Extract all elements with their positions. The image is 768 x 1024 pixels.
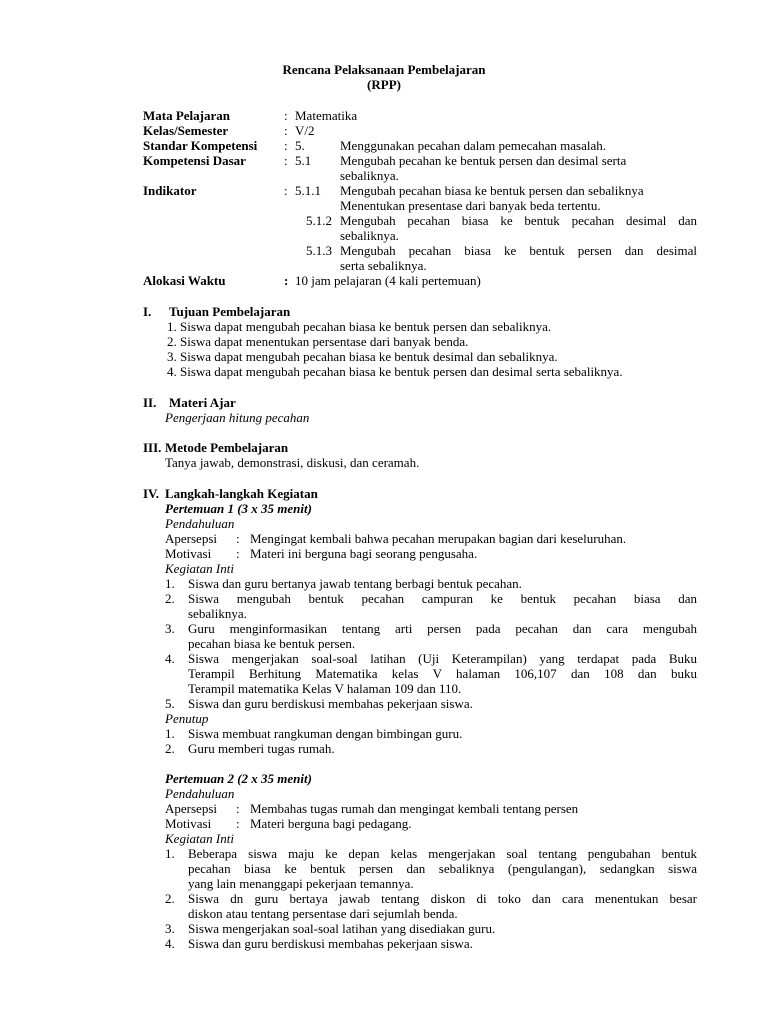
alokasi-label: Alokasi Waktu [143,273,226,288]
sk-text: Menggunakan pecahan dalam pemecahan masalah. [340,138,607,153]
list-item: pecahan biasa ke bentuk persen dan sebaliknya (pengulangan), sedangkan siswa [188,861,697,876]
colon: : [236,546,240,561]
section-number: III. [143,440,162,455]
colon: : [284,123,288,138]
list-item: 2. Siswa dapat menentukan persentase dari banyak benda. [167,334,469,349]
subheading: Kegiatan Inti [165,561,234,576]
doc-title: Rencana Pelaksanaan Pembelajaran [282,62,486,77]
list-item: Siswa membuat rangkuman dengan bimbingan guru. [188,726,463,741]
list-item: 4. Siswa dapat mengubah pecahan biasa ke bentuk persen dan desimal serta sebaliknya. [167,364,623,379]
colon: : [284,153,288,168]
kelas-value: V/2 [295,123,315,138]
list-item: yang lain menanggapi pekerjaan temannya. [188,876,414,891]
indikator-text: Mengubah pecahan biasa ke bentuk persen dan sebaliknya [340,183,644,198]
list-number: 4. [165,936,175,951]
colon: : [284,108,288,123]
kd-text: sebaliknya. [340,168,399,183]
indikator-num: 5.1.1 [295,183,321,198]
list-item: Siswa mengerjakan soal-soal latihan yang disediakan guru. [188,921,496,936]
subheading: Pendahuluan [165,786,235,801]
list-number: 1. [165,726,175,741]
list-item: Siswa dan guru berdiskusi membahas pekerjaan siswa. [188,696,473,711]
kd-text: Mengubah pecahan ke bentuk persen dan desimal serta [340,153,627,168]
list-item: diskon atau tentang persentase dari sejumlah benda. [188,906,458,921]
apersepsi-text: Membahas tugas rumah dan mengingat kembali tentang persen [250,801,579,816]
sk-label: Standar Kompetensi [143,138,258,153]
mapel-label: Mata Pelajaran [143,108,231,123]
sk-num: 5. [295,138,305,153]
colon: : [236,531,240,546]
indikator-text: Menentukan presentase dari banyak beda tertentu. [340,198,601,213]
indikator-text: serta sebaliknya. [340,258,427,273]
list-item: Terampil matematika Kelas V halaman 109 dan 110. [188,681,462,696]
meeting-title: Pertemuan 2 (2 x 35 menit) [165,771,312,786]
subheading: Kegiatan Inti [165,831,234,846]
list-number: 1. [165,576,175,591]
list-item: pecahan biasa ke bentuk persen. [188,636,356,651]
list-item: 1. Siswa dapat mengubah pecahan biasa ke bentuk persen dan sebaliknya. [167,319,552,334]
colon: : [284,183,288,198]
alokasi-value: 10 jam pelajaran (4 kali pertemuan) [295,273,481,288]
kd-label: Kompetensi Dasar [143,153,246,168]
list-item: Guru menginformasikan tentang arti persen pada pecahan dan cara mengubah [188,621,697,636]
colon: : [284,138,288,153]
motivasi-text: Materi ini berguna bagi seorang pengusaha. [250,546,478,561]
list-item: Siswa dn guru bertaya jawab tentang diskon di toko dan cara menentukan besar [188,891,697,906]
list-item: Siswa mengerjakan soal-soal latihan (Uji Keterampilan) yang terdapat pada Buku [188,651,697,666]
subheading: Penutup [165,711,209,726]
mapel-value: Matematika [295,108,358,123]
list-item: Guru memberi tugas rumah. [188,741,335,756]
list-item: sebaliknya. [188,606,247,621]
list-item: Siswa dan guru berdiskusi membahas pekerjaan siswa. [188,936,473,951]
list-number: 4. [165,651,175,666]
kd-num: 5.1 [295,153,312,168]
list-item: 3. Siswa dapat mengubah pecahan biasa ke bentuk desimal dan sebaliknya. [167,349,558,364]
list-item: Siswa mengubah bentuk pecahan campuran ke bentuk pecahan biasa dan [188,591,697,606]
apersepsi-label: Apersepsi [165,801,217,816]
section-title-tujuan: Tujuan Pembelajaran [169,304,291,319]
section-number: I. [143,304,152,319]
list-number: 1. [165,846,175,861]
list-number: 2. [165,591,175,606]
colon: : [284,273,289,288]
list-number: 5. [165,696,175,711]
colon: : [236,801,240,816]
section-number: II. [143,395,157,410]
colon: : [236,816,240,831]
section-number: IV. [143,486,160,501]
motivasi-text: Materi berguna bagi pedagang. [250,816,412,831]
indikator-num: 5.1.2 [306,213,332,228]
list-item: Siswa dan guru bertanya jawab tentang berbagi bentuk pecahan. [188,576,522,591]
indikator-label: Indikator [143,183,197,198]
section-title-materi: Materi Ajar [169,395,236,410]
doc-subtitle: (RPP) [367,77,401,92]
subheading: Pendahuluan [165,516,235,531]
motivasi-label: Motivasi [165,816,212,831]
list-number: 3. [165,621,175,636]
apersepsi-text: Mengingat kembali bahwa pecahan merupakan bagian dari keseluruhan. [250,531,627,546]
indikator-text: sebaliknya. [340,228,399,243]
list-number: 2. [165,891,175,906]
section-text: Pengerjaan hitung pecahan [165,410,310,425]
list-number: 2. [165,741,175,756]
motivasi-label: Motivasi [165,546,212,561]
indikator-num: 5.1.3 [306,243,332,258]
meeting-title: Pertemuan 1 (3 x 35 menit) [165,501,312,516]
section-title-metode: Metode Pembelajaran [165,440,289,455]
list-item: Terampil Berhitung Matematika kelas V halaman 106,107 dan 108 dan buku [188,666,697,681]
indikator-text: Mengubah pecahan biasa ke bentuk pecahan desimal dan [340,213,697,228]
list-item: Beberapa siswa maju ke depan kelas mengerjakan soal tentang pengubahan bentuk [188,846,697,861]
apersepsi-label: Apersepsi [165,531,217,546]
list-number: 3. [165,921,175,936]
section-title-langkah: Langkah-langkah Kegiatan [165,486,318,501]
kelas-label: Kelas/Semester [143,123,229,138]
indikator-text: Mengubah pecahan biasa ke bentuk persen dan desimal [340,243,697,258]
section-text: Tanya jawab, demonstrasi, diskusi, dan ceramah. [165,455,420,470]
